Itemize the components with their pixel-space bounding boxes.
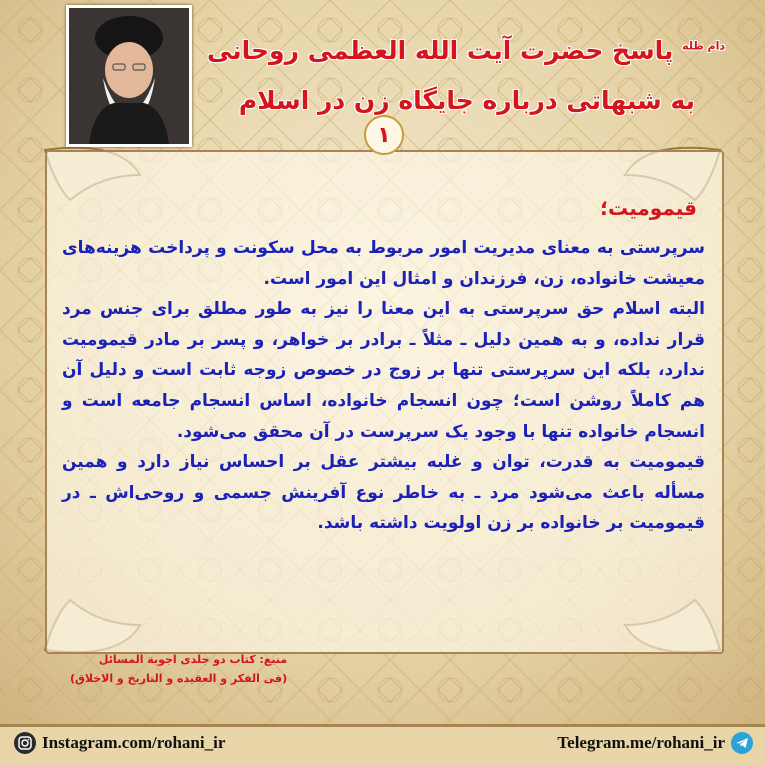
body-text: [62, 233, 705, 539]
instagram-icon: [14, 732, 36, 754]
paragraph-2: البته اسلام حق سرپرستی به این معنا را نیز به طور مطلق برای جنس مرد قرار نداده، و به همین دلیل ـ مثلاً ـ برادر بر خواهر، و پسر بر مادر قیمومیت ندارد، بلکه این سرپرستی تنها بر زوج در خصوص زوجه ثابت است و دلیل آن هم کاملاً روشن است؛ چون انسجام خانواده، اساس انسجام جامعه است و انسجام خانواده تنها با وجود یک سرپرست در آن محقق می‌شود.: [62, 299, 705, 442]
source-citation: [70, 650, 287, 688]
title-text-1: پاسخ حضرت آیت الله العظمی روحانی: [206, 36, 674, 65]
section-heading: قیمومیت؛: [600, 196, 697, 220]
instagram-text: Instagram.com/rohani_ir: [42, 733, 226, 752]
portrait-image: [66, 5, 192, 147]
telegram-link[interactable]: [557, 732, 753, 754]
honorific-text: دام ظله: [682, 39, 725, 53]
telegram-icon: [731, 732, 753, 754]
source-line-2: (فی الفکر و العقیده و التاریخ و الاخلاق): [70, 672, 288, 685]
cleric-portrait-illustration: [69, 8, 189, 144]
instagram-link[interactable]: [14, 732, 225, 754]
page-title-line2: به شبهاتی درباره جایگاه زن در اسلام: [238, 86, 695, 115]
telegram-text: Telegram.me/rohani_ir: [557, 733, 725, 752]
paragraph-3: قیمومیت به قدرت، توان و غلبه بیشتر عقل بر احساس نیاز دارد و همین مسأله باعث می‌شود مرد ـ به خاطر نوع آفرینش جسمی و روحی‌اش ـ در قیمومیت بر خانواده بر زن اولویت داشته باشد.: [62, 452, 705, 534]
paragraph-1: سرپرستی به معنای مدیریت امور مربوط به محل سکونت و پرداخت هزینه‌های معیشت خانواده، زن، فرزندان و امثال این امور است.: [62, 238, 705, 289]
page-title-line1: [207, 36, 725, 65]
number-badge: ۱: [364, 115, 404, 155]
source-line-1: منبع: کتاب دو جلدی اجوبة المسائل: [98, 653, 288, 666]
